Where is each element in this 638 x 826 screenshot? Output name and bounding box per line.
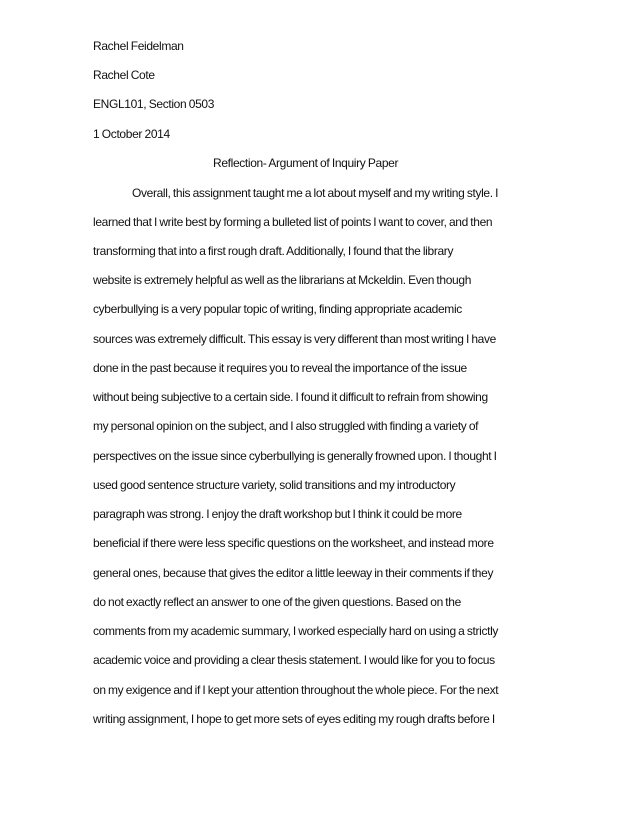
body-line: without being subjective to a certain side. I found it difficult to refrain from showing [93, 390, 488, 404]
body-line: done in the past because it requires you to reveal the importance of the issue [93, 361, 467, 375]
body-line: writing assignment, I hope to get more sets of eyes editing my rough drafts before I [93, 712, 495, 726]
body-line: Overall, this assignment taught me a lot about myself and my writing style. I [132, 186, 499, 200]
body-line: learned that I write best by forming a bulleted list of points I want to cover, and then [93, 215, 493, 229]
body-line: academic voice and providing a clear thesis statement. I would like for you to focus [93, 653, 495, 667]
instructor-name: Rachel Cote [93, 68, 155, 82]
body-line: paragraph was strong. I enjoy the draft workshop but I think it could be more [93, 507, 462, 521]
paper-title: Reflection- Argument of Inquiry Paper [213, 156, 399, 170]
body-line: used good sentence structure variety, solid transitions and my introductory [93, 478, 456, 492]
date: 1 October 2014 [93, 127, 170, 141]
body-line: do not exactly reflect an answer to one of the given questions. Based on the [93, 595, 461, 609]
body-line: website is extremely helpful as well as the librarians at Mckeldin. Even though [93, 273, 472, 287]
student-name: Rachel Feidelman [93, 39, 184, 53]
body-line: perspectives on the issue since cyberbullying is generally frowned upon. I thought I [93, 449, 497, 463]
body-line: cyberbullying is a very popular topic of writing, finding appropriate academic [93, 302, 462, 316]
body-line: sources was extremely difficult. This essay is very different than most writing I have [93, 332, 496, 346]
body-line: beneficial if there were less specific questions on the worksheet, and instead more [93, 536, 494, 550]
body-line: general ones, because that gives the editor a little leeway in their comments if they [93, 566, 494, 580]
body-line: my personal opinion on the subject, and I also struggled with finding a variety of [93, 419, 479, 433]
body-line: transforming that into a first rough draft. Additionally, I found that the library [93, 244, 454, 258]
course-info: ENGL101, Section 0503 [93, 97, 215, 111]
body-line: on my exigence and if I kept your attention throughout the whole piece. For the next [93, 683, 499, 697]
body-line: comments from my academic summary, I worked especially hard on using a strictly [93, 624, 499, 638]
